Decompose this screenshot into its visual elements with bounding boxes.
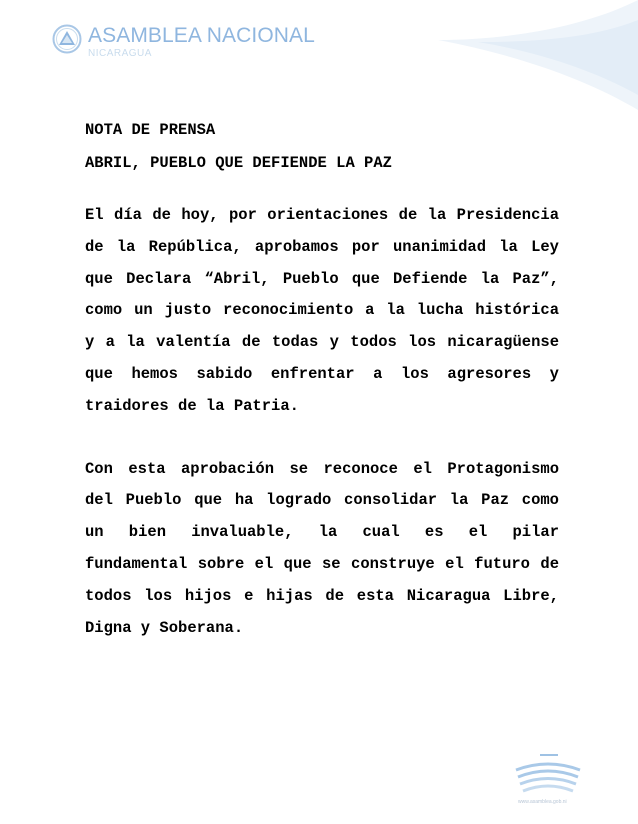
triangle-seal-icon [52,24,82,54]
letterhead [52,24,315,59]
footer-url: www.asamblea.gob.ni [518,799,567,805]
paragraph-1: El día de hoy, por orientaciones de la Presidencia de la República, aprobamos por unanimidad la Ley que Declara “Abril, Pueblo que Defiende la Paz”, como un justo reconocimiento a la lucha histórica y a la valentía de todas y todos los nicaragüense que hemos sabido enfrentar a los agresores y traidores de la Patria. [85,206,559,415]
press-release [85,114,559,644]
paragraph-2: Con esta aprobación se reconoce el Protagonismo del Pueblo que ha logrado consolidar la Paz como un bien invaluable, la cual es el pilar fundamental sobre el que se construye el futuro de todos los hijos e hijas de esta Nicaragua Libre, Digna y Soberana. [85,459,559,637]
organization-name: ASAMBLEA NACIONAL [88,24,315,47]
document-title: ABRIL, PUEBLO QUE DEFIENDE LA PAZ [85,154,392,172]
document-type: NOTA DE PRENSA [85,121,216,139]
organization-country: NICARAGUA [88,48,152,59]
header-decoration [378,0,638,120]
